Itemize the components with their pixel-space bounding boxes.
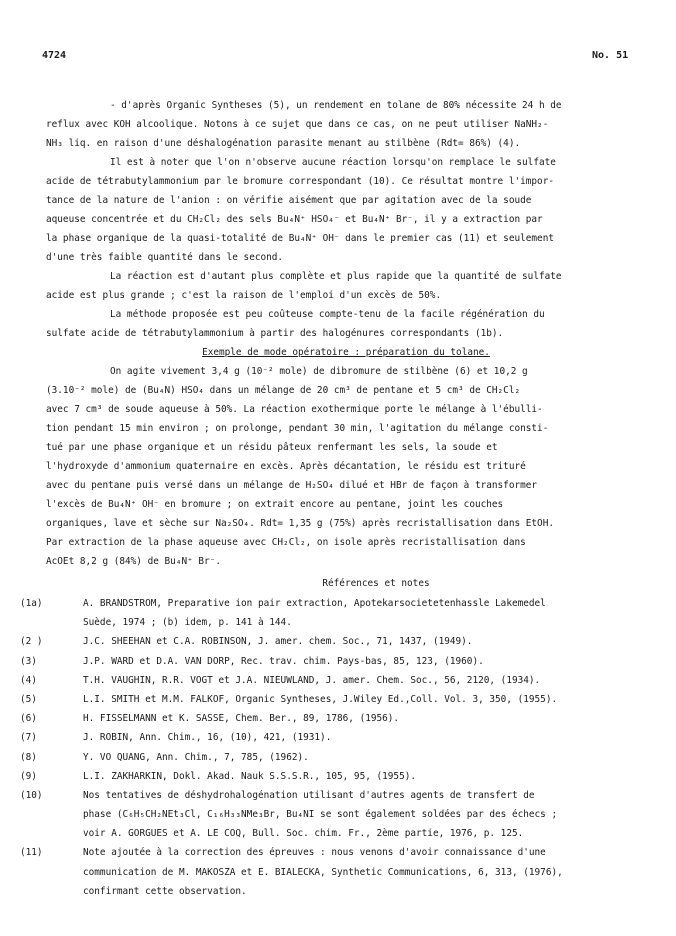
reference-text: L.I. SMITH et M.M. FALKOF, Organic Syntheses, J.Wiley Ed.,Coll. Vol. 3, 350, (1955). <box>83 693 558 705</box>
text-line: avec 7 cm³ de soude aqueuse à 50%. La réaction exothermique porte le mélange à l'ébulli- <box>46 404 543 415</box>
reference-item <box>20 594 676 613</box>
reference-number: (3) <box>20 655 37 667</box>
page-number: 4724 <box>42 50 67 61</box>
reference-number: (5) <box>20 693 37 705</box>
reference-number: (11) <box>20 847 43 859</box>
reference-number: (7) <box>20 732 37 744</box>
reference-text: J.C. SHEEHAN et C.A. ROBINSON, J. amer. chem. Soc., 71, 1437, (1949). <box>83 636 473 648</box>
reference-text: H. FISSELMANN et K. SASSE, Chem. Ber., 89, 1786, (1956). <box>83 713 400 725</box>
reference-number: (4) <box>20 674 37 686</box>
reference-item <box>20 671 676 690</box>
text-line: d'une très faible quantité dans le second. <box>46 252 284 263</box>
text-line: l'excès de Bu₄N⁺ OH⁻ en bromure ; on extrait encore au pentane, joint les couches <box>46 499 504 510</box>
reference-item <box>20 690 676 709</box>
reference-text: A. BRANDSTROM, Preparative ion pair extraction, Apotekarsocietetenhassle Lakemedel <box>83 598 546 609</box>
section-heading: Exemple de mode opératoire : préparation du tolane. <box>202 347 490 358</box>
reference-text: Nos tentatives de déshydrohalogénation utilisant d'autres agents de transfert de <box>83 789 535 801</box>
text-line: AcOEt 8,2 g (84%) de Bu₄N⁺ Br⁻. <box>46 556 221 567</box>
reference-number: (10) <box>20 789 43 801</box>
reference-item <box>20 748 676 767</box>
reference-item <box>20 786 676 805</box>
reference-text: communication de M. MAKOSZA et E. BIALECKA, Synthetic Communications, 6, 313, (1976), <box>83 866 563 878</box>
reference-text: Y. VO QUANG, Ann. Chim., 7, 785, (1962). <box>83 751 309 763</box>
reference-text: T.H. VAUGHIN, R.R. VOGT et J.A. NIEUWLAND, J. amer. Chem. Soc., 56, 2120, (1934). <box>83 674 541 686</box>
reference-item <box>20 728 676 747</box>
text-line: reflux avec KOH alcoolique. Notons à ce sujet que dans ce cas, on ne peut utiliser NaNH₂- <box>46 119 549 130</box>
reference-item <box>20 767 676 786</box>
reference-item <box>20 843 676 862</box>
reference-text: J.P. WARD et D.A. VAN DORP, Rec. trav. chim. Pays-bas, 85, 123, (1960). <box>83 655 484 667</box>
reference-text: phase (C₆H₅CH₂NEt₃Cl, C₁₆H₃₃NMe₃Br, Bu₄NI se sont également soldées par des échecs ; <box>83 809 558 821</box>
body-text <box>20 96 646 897</box>
text-line: sulfate acide de tétrabutylammonium à partir des halogénures correspondants (1b). <box>46 328 504 339</box>
reference-number: (2 ) <box>20 636 43 648</box>
text-line: Par extraction de la phase aqueuse avec CH₂Cl₂, on isole après recristallisation dans <box>46 537 526 548</box>
text-line: NH₃ liq. en raison d'une déshalogénation parasite menant au stilbène (Rdt= 86%) (4). <box>46 138 521 149</box>
issue-number: No. 51 <box>592 50 629 61</box>
reference-text: L.I. ZAKHARKIN, Dokl. Akad. Nauk S.S.S.R., 105, 95, (1955). <box>83 770 417 782</box>
text-line: acide est plus grande ; c'est la raison de l'emploi d'un excès de 50%. <box>46 290 442 301</box>
text-line: Il est à noter que l'on n'observe aucune réaction lorsqu'on remplace le sulfate <box>110 157 556 168</box>
reference-text: Note ajoutée à la correction des épreuves : nous venons d'avoir connaissance d'une <box>83 847 546 859</box>
text-line: (3.10⁻² mole) de (Bu₄N) HSO₄ dans un mélange de 20 cm³ de pentane et 5 cm³ de CH₂Cl₂ <box>46 385 521 396</box>
reference-item <box>20 805 676 824</box>
reference-number: (8) <box>20 751 37 763</box>
text-line: organiques, lave et sèche sur Na₂SO₄. Rdt= 1,35 g (75%) après recristallisation dans EtOH. <box>46 518 554 529</box>
references-list <box>20 594 676 901</box>
reference-item <box>20 709 676 728</box>
text-line: tance de la nature de l'anion : on vérifie aisément que par agitation avec de la soude <box>46 195 532 206</box>
text-line: tion pendant 15 min environ ; on prolonge, pendant 30 min, l'agitation du mélange consti- <box>46 423 549 434</box>
reference-text: J. ROBIN, Ann. Chim., 16, (10), 421, (1931). <box>83 732 332 744</box>
text-line: avec du pentane puis versé dans un mélange de H₂SO₄ dilué et HBr de façon à transformer <box>46 480 538 491</box>
reference-number: (1a) <box>20 598 43 609</box>
reference-item <box>20 652 676 671</box>
reference-number: (6) <box>20 713 37 725</box>
reference-number: (9) <box>20 770 37 782</box>
text-line: - d'après Organic Syntheses (5), un rendement en tolane de 80% nécessite 24 h de <box>110 100 562 111</box>
reference-item <box>20 882 676 901</box>
text-line: tué par une phase organique et un résidu pâteux renfermant les sels, la soude et <box>46 442 498 453</box>
reference-item <box>20 613 676 632</box>
reference-item <box>20 632 676 651</box>
text-line: la phase organique de la quasi-totalité de Bu₄N⁺ OH⁻ dans le premier cas (11) et seulement <box>46 233 554 244</box>
text-line: La réaction est d'autant plus complète et plus rapide que la quantité de sulfate <box>110 271 562 282</box>
text-line: acide de tétrabutylammonium par le bromure correspondant (10). Ce résultat montre l'impor- <box>46 176 554 187</box>
reference-text: voir A. GORGUES et A. LE COQ, Bull. Soc. chim. Fr., 2ème partie, 1976, p. 125. <box>83 828 524 840</box>
text-line: aqueuse concentrée et du CH₂Cl₂ des sels Bu₄N⁺ HSO₄⁻ et Bu₄N⁺ Br⁻, il y a extraction par <box>46 214 543 225</box>
reference-item <box>20 863 676 882</box>
text-line: l'hydroxyde d'ammonium quaternaire en excès. Après décantation, le résidu est trituré <box>46 461 526 472</box>
reference-text: Suède, 1974 ; (b) idem, p. 141 à 144. <box>83 617 292 629</box>
references-title: Références et notes <box>322 578 430 589</box>
reference-text: confirmant cette observation. <box>83 885 247 897</box>
reference-item <box>20 824 676 843</box>
text-line: On agite vivement 3,4 g (10⁻² mole) de dibromure de stilbène (6) et 10,2 g <box>110 366 528 377</box>
text-line: La méthode proposée est peu coûteuse compte-tenu de la facile régénération du <box>110 309 545 320</box>
